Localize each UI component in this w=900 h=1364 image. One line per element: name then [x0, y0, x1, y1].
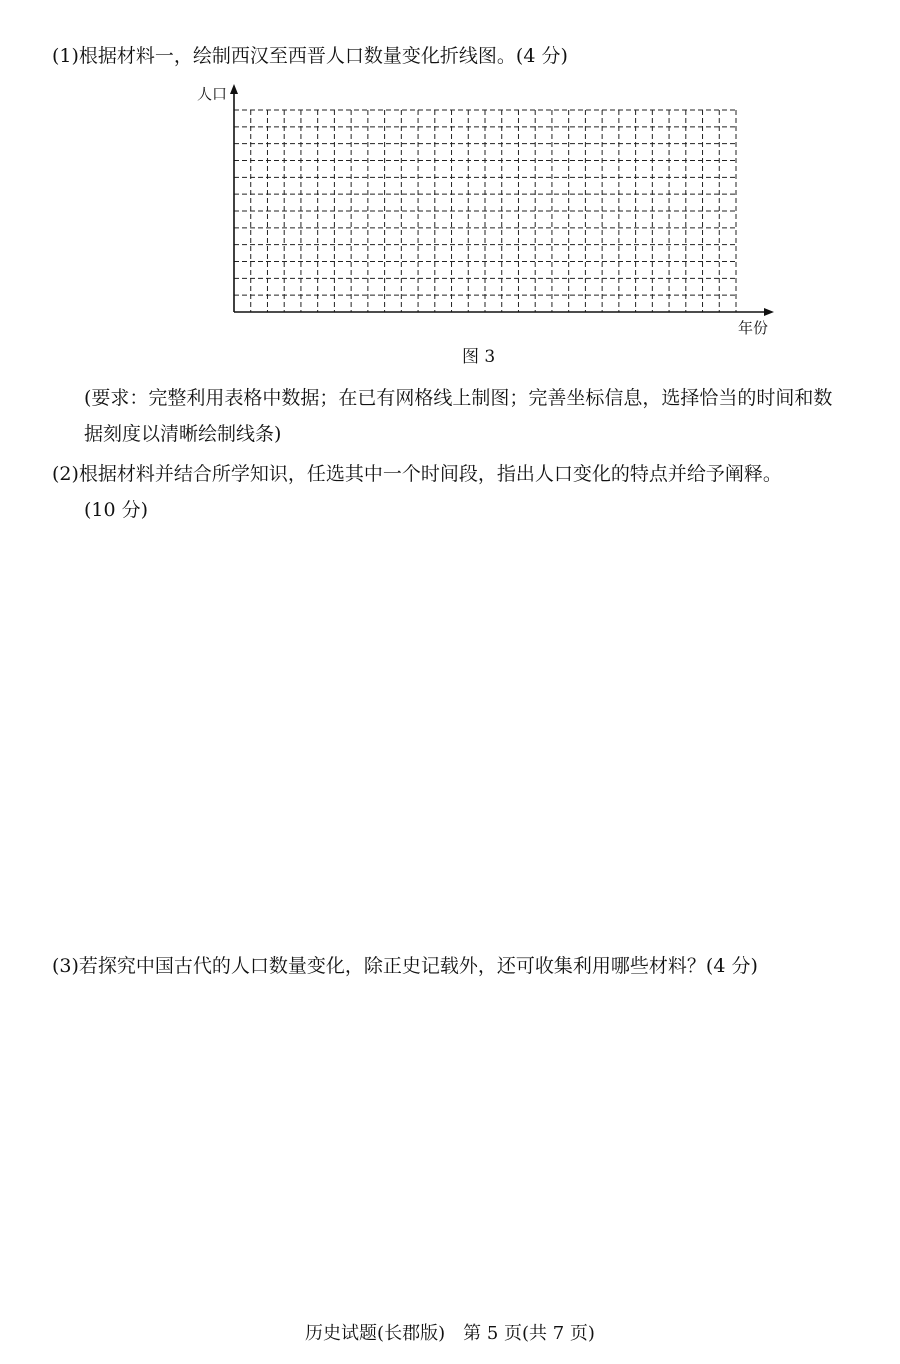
question-2-line-1: (2)根据材料并结合所学知识，任选其中一个时间段，指出人口变化的特点并给予阐释。 [52, 463, 782, 485]
question-2-line-2: (10 分) [84, 499, 149, 521]
requirement-text-line-2: 据刻度以清晰绘制线条) [84, 423, 282, 445]
requirement-text-line-1: (要求：完整利用表格中数据；在已有网格线上制图；完善坐标信息，选择恰当的时间和数 [84, 387, 833, 409]
blank-line-chart [180, 80, 780, 340]
x-axis-label: 年份 [738, 319, 769, 337]
question-1: (1)根据材料一，绘制西汉至西晋人口数量变化折线图。(4 分) [52, 45, 568, 67]
x-axis-arrow [764, 308, 774, 316]
question-3: (3)若探究中国古代的人口数量变化，除正史记载外，还可收集利用哪些材料？(4 分) [52, 955, 758, 977]
y-axis-arrow [230, 84, 238, 94]
figure-caption: 图 3 [462, 347, 496, 367]
page-footer: 历史试题(长郡版) 第 5 页(共 7 页) [305, 1323, 595, 1344]
chart-grid [234, 110, 736, 312]
y-axis-label: 人口 [197, 85, 228, 103]
